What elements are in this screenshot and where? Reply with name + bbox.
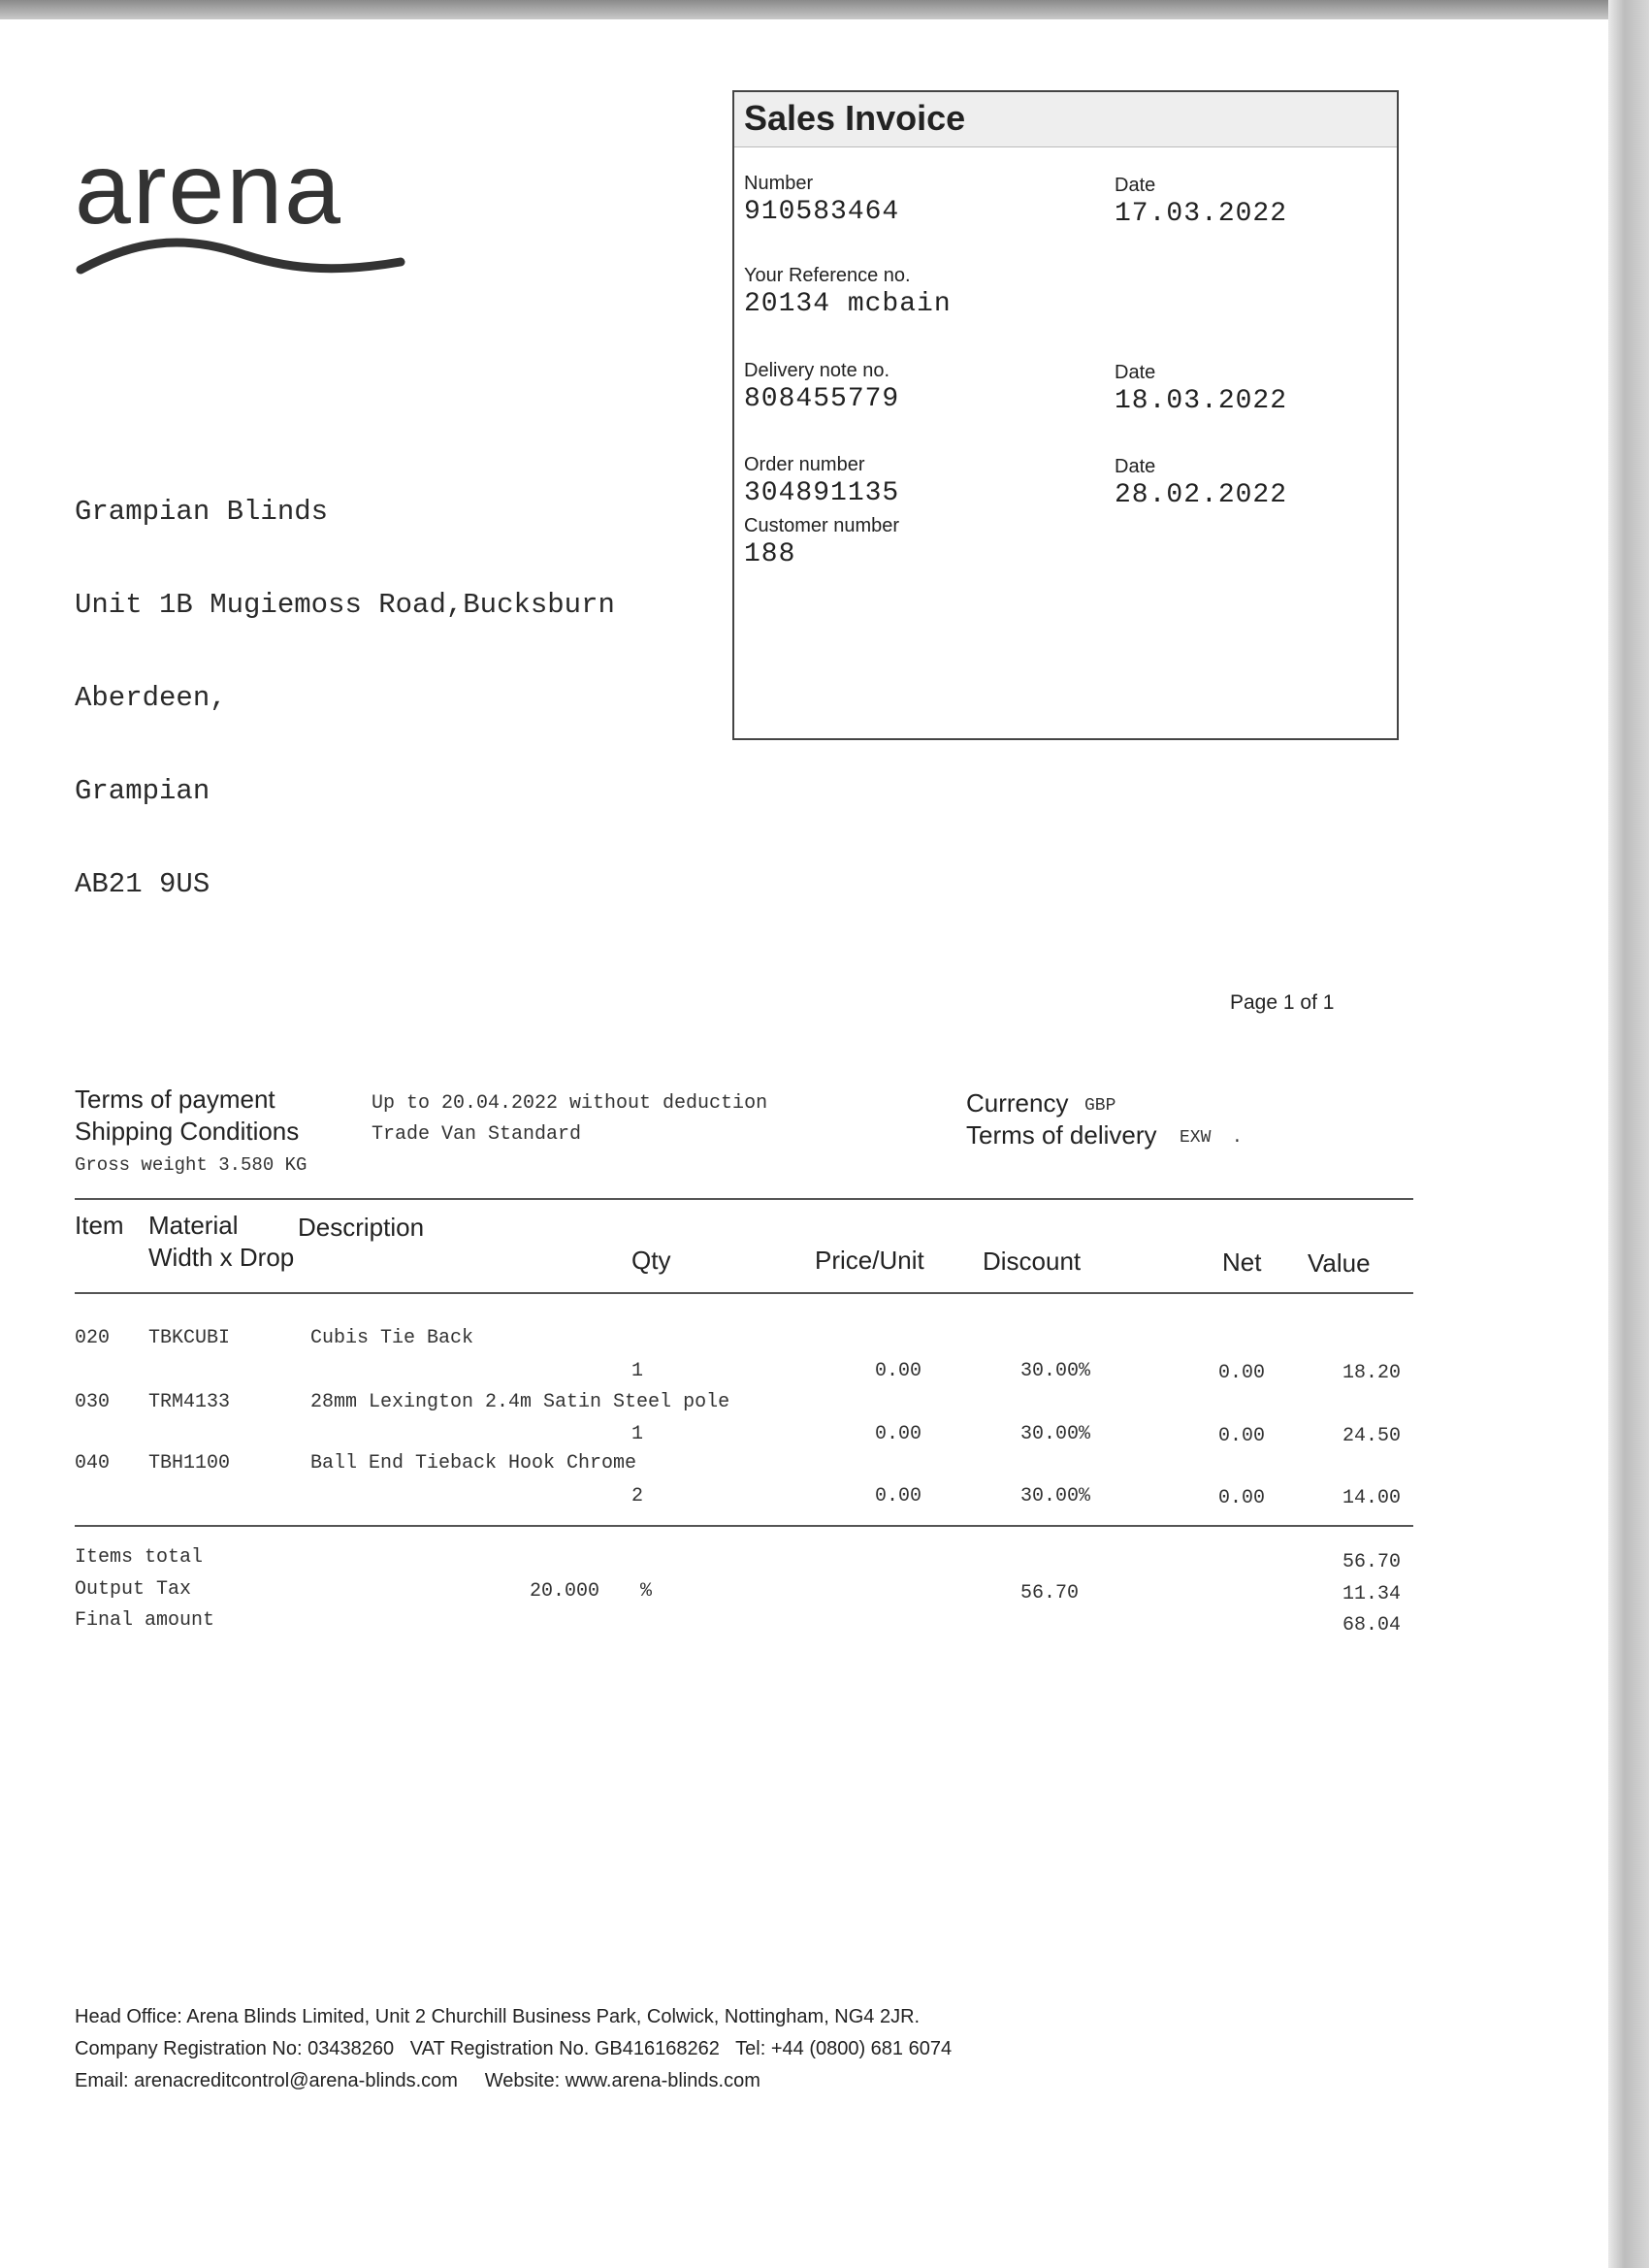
row-net: 0.00 bbox=[1217, 1425, 1265, 1447]
gross-weight: Gross weight 3.580 KG bbox=[75, 1154, 307, 1176]
row-item: 030 bbox=[75, 1391, 111, 1413]
scan-edge-right bbox=[1608, 0, 1649, 2268]
header-price-unit: Price/Unit bbox=[815, 1246, 924, 1275]
row-qty: 1 bbox=[631, 1423, 644, 1445]
row-material: TBKCUBI bbox=[148, 1327, 231, 1349]
row-description: Ball End Tieback Hook Chrome bbox=[310, 1452, 637, 1474]
row-value: 24.50 bbox=[1342, 1425, 1401, 1447]
number-label: Number bbox=[744, 173, 814, 194]
recipient-address bbox=[75, 435, 615, 931]
header-net: Net bbox=[1222, 1247, 1262, 1277]
tax-base: 56.70 bbox=[1019, 1582, 1079, 1604]
row-net: 0.00 bbox=[1217, 1487, 1265, 1509]
header-value: Value bbox=[1308, 1248, 1371, 1278]
invoice-title: Sales Invoice bbox=[744, 98, 966, 138]
header-material: Material bbox=[148, 1211, 239, 1240]
footer-head-office: Head Office: Arena Blinds Limited, Unit 2 Churchill Business Park, Colwick, Nottingham, NG4 2JR. bbox=[75, 2006, 921, 2027]
arena-logo bbox=[73, 136, 412, 291]
customer-number-label: Customer number bbox=[744, 515, 900, 536]
delivery-date-label: Date bbox=[1115, 362, 1156, 383]
row-description: Cubis Tie Back bbox=[310, 1327, 474, 1349]
row-item: 040 bbox=[75, 1452, 111, 1474]
footer-contact: Email: arenacreditcontrol@arena-blinds.com Website: www.arena-blinds.com bbox=[75, 2070, 760, 2091]
customer-number: 188 bbox=[744, 539, 796, 569]
header-qty: Qty bbox=[631, 1246, 671, 1275]
reference-value: 20134 mcbain bbox=[744, 289, 952, 319]
shipping-conditions-value: Trade Van Standard bbox=[372, 1123, 582, 1146]
logo-wordmark: arena bbox=[75, 136, 342, 245]
row-discount: 30.00% bbox=[1019, 1485, 1090, 1507]
scan-edge-top bbox=[0, 0, 1649, 19]
terms-of-payment-value: Up to 20.04.2022 without deduction bbox=[372, 1092, 768, 1115]
row-net: 0.00 bbox=[1217, 1362, 1265, 1384]
table-bottom-rule bbox=[75, 1525, 1413, 1527]
address-line: Aberdeen, bbox=[75, 682, 227, 714]
row-qty: 2 bbox=[631, 1485, 644, 1507]
order-date-label: Date bbox=[1115, 456, 1156, 477]
row-description: 28mm Lexington 2.4m Satin Steel pole bbox=[310, 1391, 730, 1413]
delivery-note-label: Delivery note no. bbox=[744, 360, 890, 381]
row-discount: 30.00% bbox=[1019, 1360, 1090, 1382]
row-material: TBH1100 bbox=[148, 1452, 231, 1474]
invoice-date: 17.03.2022 bbox=[1115, 199, 1288, 229]
final-amount-label: Final amount bbox=[75, 1609, 215, 1632]
order-date: 28.02.2022 bbox=[1115, 480, 1288, 510]
items-total-value: 56.70 bbox=[1342, 1551, 1401, 1573]
page-number: Page 1 of 1 bbox=[1230, 991, 1335, 1014]
final-amount-value: 68.04 bbox=[1342, 1614, 1401, 1636]
address-line: Grampian Blinds bbox=[75, 496, 329, 528]
header-discount: Discount bbox=[983, 1247, 1082, 1276]
tax-amount: 11.34 bbox=[1342, 1583, 1401, 1605]
currency-value: GBP bbox=[1084, 1096, 1116, 1116]
order-number-label: Order number bbox=[744, 454, 865, 475]
shipping-conditions-label: Shipping Conditions bbox=[75, 1117, 300, 1146]
header-description: Description bbox=[298, 1213, 425, 1242]
invoice-date-label: Date bbox=[1115, 175, 1156, 196]
tax-rate: 20.000 bbox=[529, 1580, 599, 1603]
sales-invoice-box bbox=[732, 90, 1399, 740]
delivery-date: 18.03.2022 bbox=[1115, 386, 1288, 416]
currency-label: Currency bbox=[966, 1088, 1069, 1118]
footer-registration: Company Registration No: 03438260 VAT Registration No. GB416168262 Tel: +44 (0800) 681 6074 bbox=[75, 2038, 953, 2059]
items-total-label: Items total bbox=[75, 1546, 204, 1569]
address-line: Grampian bbox=[75, 775, 210, 807]
row-value: 14.00 bbox=[1342, 1487, 1401, 1509]
row-qty: 1 bbox=[631, 1360, 644, 1382]
terms-of-delivery-dot: . bbox=[1232, 1128, 1243, 1148]
delivery-note-value: 808455779 bbox=[744, 384, 900, 414]
terms-of-payment-label: Terms of payment bbox=[75, 1085, 275, 1114]
terms-of-delivery-value: EXW bbox=[1180, 1128, 1212, 1148]
reference-label: Your Reference no. bbox=[744, 265, 911, 286]
header-width-drop: Width x Drop bbox=[148, 1243, 295, 1272]
tax-percent-sign: % bbox=[640, 1580, 653, 1603]
table-header-rule bbox=[75, 1292, 1413, 1294]
address-line: Unit 1B Mugiemoss Road,Bucksburn bbox=[75, 589, 615, 621]
row-item: 020 bbox=[75, 1327, 111, 1349]
row-material: TRM4133 bbox=[148, 1391, 231, 1413]
terms-of-delivery-label: Terms of delivery bbox=[966, 1120, 1157, 1150]
output-tax-label: Output Tax bbox=[75, 1578, 192, 1601]
row-price: 0.00 bbox=[874, 1360, 922, 1382]
row-price: 0.00 bbox=[874, 1423, 922, 1445]
row-discount: 30.00% bbox=[1019, 1423, 1090, 1445]
address-line: AB21 9US bbox=[75, 868, 210, 900]
header-item: Item bbox=[75, 1211, 124, 1240]
invoice-header bbox=[734, 92, 1397, 147]
logo-wave bbox=[81, 243, 401, 270]
order-number: 304891135 bbox=[744, 478, 900, 508]
row-value: 18.20 bbox=[1342, 1362, 1401, 1384]
invoice-number: 910583464 bbox=[744, 197, 900, 227]
row-price: 0.00 bbox=[874, 1485, 922, 1507]
table-top-rule bbox=[75, 1198, 1413, 1200]
